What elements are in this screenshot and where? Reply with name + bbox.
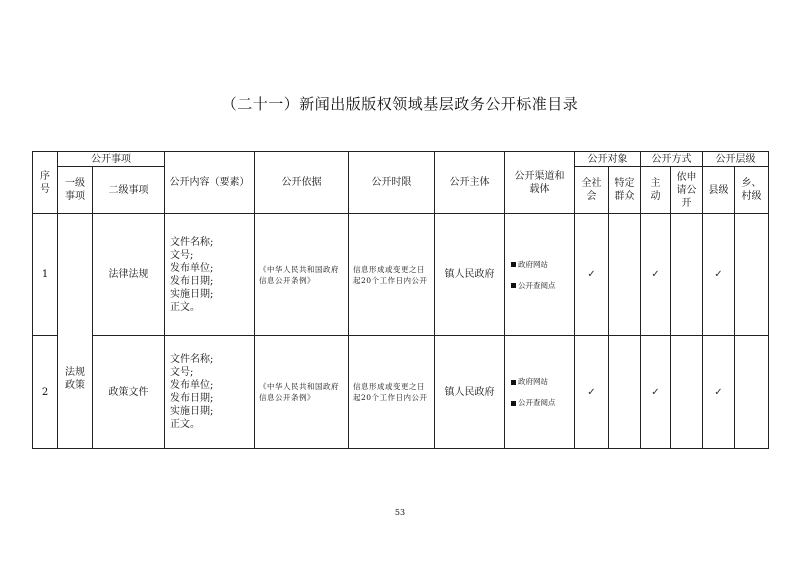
header-level-county: 县级	[703, 167, 735, 214]
square-bullet-icon	[511, 283, 516, 288]
header-target-all: 全社 会	[575, 167, 609, 214]
row-seq: 2	[33, 336, 58, 449]
header-target-group: 公开对象	[575, 152, 641, 167]
table-row	[33, 336, 769, 449]
row-level-township	[735, 336, 769, 449]
header-basis: 公开依据	[255, 152, 349, 214]
row-time: 信息形成或变更之日起20个工作日内公开	[349, 214, 435, 336]
header-level-group: 公开层级	[703, 152, 769, 167]
disclosure-catalog-table	[32, 151, 769, 449]
square-bullet-icon	[511, 401, 516, 406]
row-subject: 镇人民政府	[435, 214, 505, 336]
row-basis: 《中华人民共和国政府信息公开条例》	[255, 336, 349, 449]
row-level-county-check: ✓	[703, 214, 735, 336]
row-mode-request	[671, 214, 703, 336]
row-mode-active-check: ✓	[641, 214, 671, 336]
row-level2: 法律法规	[93, 214, 165, 336]
row-seq: 1	[33, 214, 58, 336]
row-time: 信息形成或变更之日起20个工作日内公开	[349, 336, 435, 449]
row-channels: 政府网站 公开查阅点	[505, 336, 575, 449]
page-number: 53	[394, 508, 406, 517]
row-target-specific	[609, 214, 641, 336]
row-level1: 法规 政策	[58, 214, 93, 449]
row-level2: 政策文件	[93, 336, 165, 449]
page-title: （二十一）新闻出版版权领域基层政务公开标准目录	[221, 95, 579, 113]
header-level2: 二级事项	[93, 167, 165, 214]
row-mode-active-check: ✓	[641, 336, 671, 449]
square-bullet-icon	[511, 262, 516, 267]
header-mode-group: 公开方式	[641, 152, 703, 167]
header-subject: 公开主体	[435, 152, 505, 214]
header-items-group: 公开事项	[58, 152, 165, 167]
header-seq: 序 号	[33, 152, 58, 214]
header-level1: 一级 事项	[58, 167, 93, 214]
row-channels: 政府网站 公开查阅点	[505, 214, 575, 336]
row-target-specific	[609, 336, 641, 449]
header-channel: 公开渠道和 载体	[505, 152, 575, 214]
header-content: 公开内容（要素）	[165, 152, 255, 214]
row-target-all-check: ✓	[575, 336, 609, 449]
table-row	[33, 214, 769, 336]
row-mode-request	[671, 336, 703, 449]
header-mode-request: 依申 请公 开	[671, 167, 703, 214]
square-bullet-icon	[511, 380, 516, 385]
header-time: 公开时限	[349, 152, 435, 214]
row-subject: 镇人民政府	[435, 336, 505, 449]
row-content: 文件名称; 文号; 发布单位; 发布日期; 实施日期; 正文。	[165, 336, 255, 449]
row-level-county-check: ✓	[703, 336, 735, 449]
row-basis: 《中华人民共和国政府信息公开条例》	[255, 214, 349, 336]
header-level-township: 乡、 村级	[735, 167, 769, 214]
header-target-specific: 特定 群众	[609, 167, 641, 214]
header-mode-active: 主 动	[641, 167, 671, 214]
row-content: 文件名称; 文号; 发布单位; 发布日期; 实施日期; 正文。	[165, 214, 255, 336]
row-level-township	[735, 214, 769, 336]
row-target-all-check: ✓	[575, 214, 609, 336]
